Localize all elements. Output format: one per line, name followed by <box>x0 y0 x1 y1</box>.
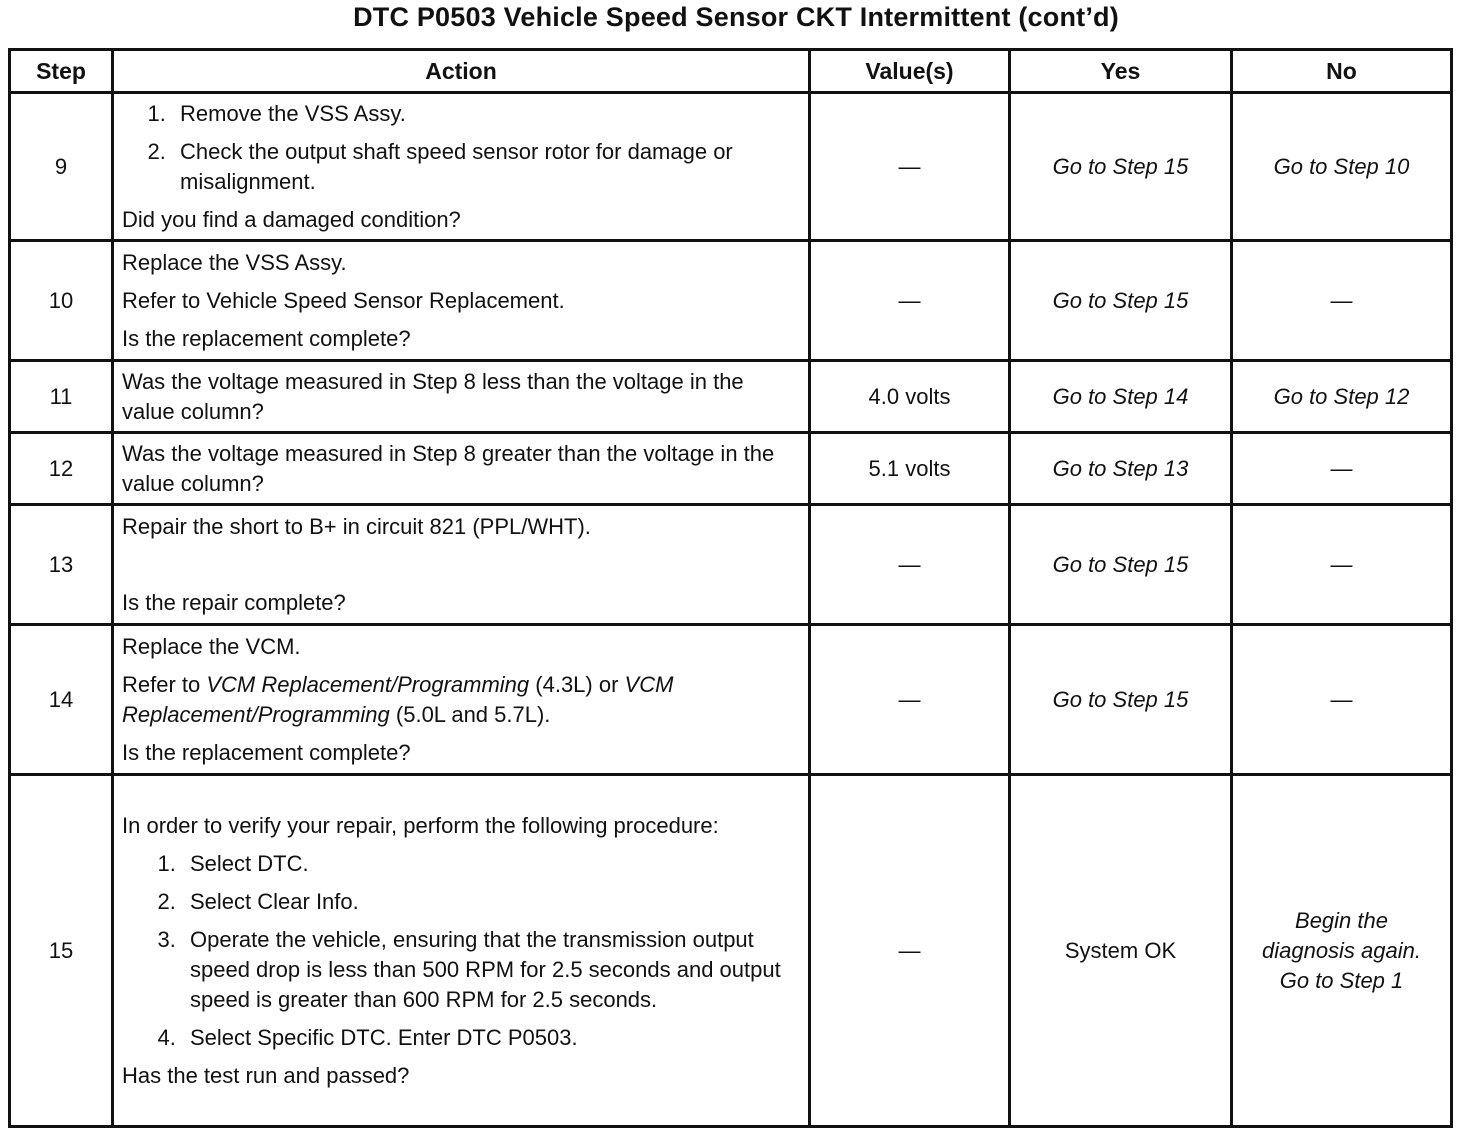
table-row-step-13 <box>10 505 1452 625</box>
no-cell: Go to Step 12 <box>1232 361 1452 433</box>
no-cell: — <box>1232 625 1452 775</box>
yes-cell: Go to Step 15 <box>1010 93 1232 241</box>
table-row-step-14 <box>10 625 1452 775</box>
action-question: Is the replacement complete? <box>122 325 411 351</box>
no-line: Begin the <box>1295 907 1388 933</box>
action-cell <box>113 775 810 1127</box>
header-step: Step <box>10 50 113 93</box>
table-row-step-10 <box>10 241 1452 361</box>
yes-cell: Go to Step 15 <box>1010 625 1232 775</box>
header-values: Value(s) <box>810 50 1010 93</box>
value-cell: 4.0 volts <box>810 361 1010 433</box>
yes-cell: Go to Step 13 <box>1010 433 1232 505</box>
refer-text: Refer to <box>122 671 207 697</box>
action-cell <box>113 93 810 241</box>
refer-link: VCM Replacement/Programming <box>206 671 530 697</box>
action-intro: In order to verify your repair, perform the following procedure: <box>122 812 719 838</box>
no-cell: — <box>1232 505 1452 625</box>
yes-cell: Go to Step 14 <box>1010 361 1232 433</box>
action-question: Has the test run and passed? <box>122 1062 410 1088</box>
action-question: Did you find a damaged condition? <box>122 206 461 232</box>
action-cell <box>113 361 810 433</box>
value-cell: — <box>810 505 1010 625</box>
action-item: 2. Check the output shaft speed sensor rotor for damage or misalignment. <box>172 137 800 197</box>
table-row-step-12 <box>10 433 1452 505</box>
action-line: Replace the VCM. <box>122 633 301 659</box>
action-item: 1. Select DTC. <box>182 849 800 879</box>
action-item: 4. Select Specific DTC. Enter DTC P0503. <box>182 1023 800 1053</box>
action-question: Is the repair complete? <box>122 589 346 615</box>
action-cell <box>113 241 810 361</box>
header-action: Action <box>113 50 810 93</box>
action-line: Repair the short to B+ in circuit 821 (PPL/WHT). <box>122 513 591 539</box>
action-cell <box>113 433 810 505</box>
yes-cell: Go to Step 15 <box>1010 505 1232 625</box>
header-row <box>10 50 1452 93</box>
step-number: 14 <box>10 625 113 775</box>
no-cell: Go to Step 10 <box>1232 93 1452 241</box>
page-title: DTC P0503 Vehicle Speed Sensor CKT Intermittent (cont’d) <box>353 2 1119 32</box>
no-line: diagnosis again. <box>1261 937 1421 963</box>
value-cell: — <box>810 625 1010 775</box>
value-cell: — <box>810 775 1010 1127</box>
step-number: 10 <box>10 241 113 361</box>
refer-text: (4.3L) or <box>529 671 625 697</box>
table-row-step-9 <box>10 93 1452 241</box>
step-number: 13 <box>10 505 113 625</box>
value-cell: — <box>810 241 1010 361</box>
value-cell: — <box>810 93 1010 241</box>
action-item: 3. Operate the vehicle, ensuring that the transmission output speed drop is less than 500 RPM for 2.5 seconds and output speed is greater than 600 RPM for 2.5 seconds. <box>182 925 800 1015</box>
refer-text: (5.0L and 5.7L). <box>389 701 551 727</box>
refer-link: VCM Replacement/Programming <box>122 671 674 727</box>
action-item: 2. Select Clear Info. <box>182 887 800 917</box>
no-cell: — <box>1232 241 1452 361</box>
diagnostic-table <box>8 48 1453 1128</box>
step-number: 12 <box>10 433 113 505</box>
table-row-step-15 <box>10 775 1452 1127</box>
header-no: No <box>1232 50 1452 93</box>
step-number: 9 <box>10 93 113 241</box>
header-yes: Yes <box>1010 50 1232 93</box>
step-number: 15 <box>10 775 113 1127</box>
action-line: Refer to Vehicle Speed Sensor Replacement. <box>122 287 565 313</box>
no-cell <box>1232 775 1452 1127</box>
yes-cell: Go to Step 15 <box>1010 241 1232 361</box>
no-cell: — <box>1232 433 1452 505</box>
action-question: Is the replacement complete? <box>122 739 411 765</box>
action-item: 1. Remove the VSS Assy. <box>172 99 800 129</box>
value-cell: 5.1 volts <box>810 433 1010 505</box>
action-line: Replace the VSS Assy. <box>122 249 347 275</box>
yes-cell: System OK <box>1010 775 1232 1127</box>
action-cell <box>113 505 810 625</box>
action-question: Was the voltage measured in Step 8 greater than the voltage in the value column? <box>122 440 775 496</box>
table-row-step-11 <box>10 361 1452 433</box>
step-number: 11 <box>10 361 113 433</box>
action-cell <box>113 625 810 775</box>
action-refer <box>122 670 800 730</box>
action-question: Was the voltage measured in Step 8 less than the voltage in the value column? <box>122 368 744 424</box>
no-line: Go to Step 1 <box>1279 967 1404 993</box>
